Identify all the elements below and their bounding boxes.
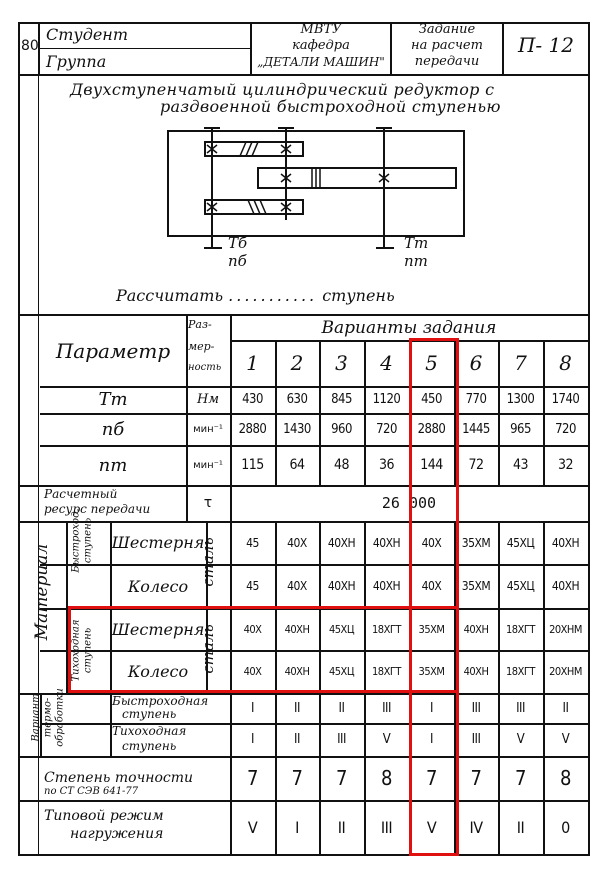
- fast-stage-label-l1: Быстроход.: [70, 508, 82, 573]
- heat-slow-l2: ступень: [122, 739, 177, 753]
- load-value: I: [295, 817, 299, 837]
- heat-fast-value: III: [516, 700, 525, 716]
- fast-pinion-material: 40Х: [287, 535, 307, 550]
- row-label-nb: nб: [101, 418, 125, 440]
- fast-wheel-material: 40ХН: [327, 579, 356, 593]
- material-label: Материал: [32, 543, 52, 641]
- heat-slow-value: V: [382, 732, 391, 747]
- fast-pinion-material: 40ХН: [551, 535, 580, 550]
- fast-pinion-material: 40ХН: [327, 535, 356, 550]
- accuracy-value: 8: [381, 766, 392, 790]
- slow-wheel-material: 45ХЦ: [328, 665, 355, 678]
- institution-line3: „ДЕТАЛИ МАШИН": [257, 55, 385, 69]
- slow-pinion-material: 40Х: [243, 622, 262, 636]
- variants-header: Варианты задания: [321, 318, 497, 338]
- tt-value: 430: [242, 392, 263, 407]
- load-value: II: [516, 817, 525, 837]
- slow-stage-label-l2: ступень: [82, 627, 94, 674]
- nt-value: 36: [378, 457, 395, 473]
- load-value: V: [247, 817, 258, 837]
- resource-unit: τ: [203, 495, 213, 511]
- variant-number-3: 3: [335, 351, 348, 375]
- highlight-slow-stage-rows: [68, 606, 459, 693]
- row-unit-nt: мин⁻¹: [193, 459, 223, 471]
- calc-dots: ...........: [228, 286, 318, 305]
- fast-gear-bottom: [205, 200, 303, 214]
- dim-header-l3: ность: [188, 362, 222, 373]
- accuracy-value: 8: [560, 766, 571, 790]
- label-speed-slow: nт: [404, 252, 428, 270]
- highlight-variant-column: [409, 338, 459, 856]
- fast-wheel-material: 45: [246, 579, 259, 593]
- title-line2: раздвоенной быстроходной ступенью: [160, 97, 501, 116]
- tt-value: 845: [331, 392, 352, 407]
- nb-value: 960: [331, 421, 352, 437]
- assignment-line3: передачи: [414, 54, 480, 69]
- calc-suffix: ступень: [322, 286, 395, 305]
- heat-slow-value: II: [294, 732, 300, 747]
- dim-header-l2: мер-: [188, 340, 215, 353]
- heat-slow-value: III: [471, 732, 481, 747]
- slow-wheel-material: 20ХНМ: [549, 665, 582, 678]
- slow-pinion-material: 40ХН: [463, 622, 489, 636]
- load-value: II: [337, 817, 346, 837]
- slow-wheel-label: Колесо: [127, 662, 189, 681]
- accuracy-value: 7: [291, 766, 303, 790]
- load-value: III: [380, 817, 393, 837]
- tt-value: 770: [465, 392, 487, 407]
- variant-number-2: 2: [290, 351, 304, 375]
- slow-pinion-material: 18ХГТ: [506, 622, 535, 636]
- calc-line: [116, 286, 395, 305]
- heat-fast-value: I: [430, 700, 433, 716]
- heat-fast-value: III: [471, 700, 481, 716]
- fast-pinion-material: 40ХН: [372, 535, 401, 550]
- heat-label-l1: Вариант: [30, 693, 42, 742]
- fast-wheel-material: 40Х: [421, 579, 442, 593]
- nt-value: 115: [241, 457, 264, 473]
- slow-wheel-material: 40Х: [243, 665, 262, 678]
- label-torque-fast: Тб: [228, 234, 248, 252]
- nt-value: 72: [468, 457, 484, 473]
- load-value: 0: [561, 817, 570, 837]
- fast-wheel-material: 40ХН: [372, 579, 401, 593]
- label-torque-slow: Тт: [404, 234, 429, 252]
- heat-fast-value: II: [562, 700, 569, 716]
- heat-fast-value: II: [294, 700, 300, 716]
- label-speed-fast: nб: [228, 252, 247, 270]
- fast-stage-label-l2: ступень: [82, 517, 94, 564]
- slow-pinion-material: 18ХГТ: [372, 622, 401, 636]
- nt-value: 48: [333, 457, 350, 473]
- heat-slow-value: I: [430, 732, 433, 747]
- steel-label-fast: сталь: [199, 537, 217, 587]
- resource-label-l2: ресурс передачи: [44, 502, 151, 516]
- row-label-tt: Тт: [98, 389, 128, 410]
- slow-wheel-material: 40ХН: [463, 665, 489, 678]
- nt-value: 144: [420, 457, 443, 473]
- heat-fast-value: III: [382, 700, 391, 716]
- slow-pinion-material: 40ХН: [284, 622, 310, 636]
- heat-slow-value: V: [561, 732, 570, 747]
- slow-wheel-material: 18ХГТ: [506, 665, 535, 678]
- accuracy-value: 7: [470, 766, 482, 790]
- fast-wheel-label: Колесо: [127, 576, 189, 596]
- accuracy-value: 7: [426, 766, 437, 790]
- fast-pinion-material: 45: [246, 535, 259, 550]
- accuracy-value: 7: [336, 766, 347, 790]
- tt-value: 1120: [372, 392, 401, 407]
- load-value: V: [426, 817, 437, 837]
- variant-number-4: 4: [380, 351, 393, 375]
- tt-value: 630: [286, 392, 308, 407]
- heat-fast-l1: Быстроходная: [112, 694, 209, 708]
- slow-wheel: [258, 168, 456, 188]
- heat-label-l3: обработки: [54, 688, 66, 747]
- assignment-line1: Задание: [418, 22, 476, 37]
- fast-gear-top: [205, 142, 303, 156]
- nb-value: 1445: [462, 421, 490, 437]
- calc-prefix: Рассчитать: [116, 286, 224, 305]
- fast-wheel-material: 35ХМ: [461, 579, 491, 593]
- group-label: Группа: [46, 52, 107, 71]
- nb-value: 2880: [238, 421, 267, 437]
- slow-wheel-material: 40ХН: [284, 665, 310, 678]
- fast-pinion-material: 35ХМ: [461, 535, 491, 550]
- fast-pinion-label: Шестерня: [111, 533, 205, 552]
- row-unit-nb: мин⁻¹: [193, 423, 223, 435]
- row-label-nt: nт: [98, 454, 128, 476]
- load-value: IV: [469, 817, 483, 837]
- variant-number-7: 7: [514, 351, 527, 375]
- assignment-line2: на расчет: [411, 38, 483, 53]
- institution-line2: кафедра: [292, 38, 350, 53]
- heat-fast-l2: ступень: [122, 707, 177, 721]
- tt-value: 450: [421, 392, 442, 407]
- accuracy-value: 7: [247, 766, 258, 790]
- heat-slow-l1: Тихоходная: [112, 724, 187, 738]
- resource-label-l1: Расчетный: [44, 487, 118, 501]
- slow-wheel-material: 35ХМ: [418, 665, 445, 678]
- tt-value: 1740: [551, 392, 580, 407]
- nt-value: 32: [557, 457, 574, 473]
- accuracy-label-l1: Степень точности: [44, 770, 194, 786]
- variant-number-6: 6: [469, 351, 483, 375]
- nb-value: 1430: [283, 421, 311, 437]
- heat-slow-value: III: [337, 732, 346, 747]
- dim-header-l1: Раз-: [188, 318, 212, 331]
- resource-value: 26 000: [381, 494, 437, 512]
- nb-value: 2880: [417, 421, 446, 437]
- tt-value: 1300: [506, 392, 535, 407]
- fast-pinion-material: 45ХЦ: [506, 535, 535, 550]
- fast-wheel-material: 45ХЦ: [506, 579, 535, 593]
- param-header: Параметр: [55, 339, 171, 363]
- heat-label-l2: термо-: [42, 697, 54, 738]
- nt-value: 43: [512, 457, 529, 473]
- heat-slow-value: I: [251, 732, 254, 747]
- load-label-l2: нагружения: [70, 826, 164, 842]
- heat-fast-value: II: [338, 700, 345, 716]
- slow-stage-label-l1: Тихоходная: [70, 619, 82, 682]
- slow-pinion-material: 35ХМ: [418, 622, 445, 636]
- nt-value: 64: [289, 457, 305, 473]
- assignment-code: П- 12: [517, 33, 574, 57]
- slow-pinion-material: 20ХНМ: [549, 622, 582, 636]
- slow-pinion-label: Шестерня: [111, 619, 205, 639]
- fast-wheel-material: 40ХН: [551, 579, 580, 593]
- heat-slow-value: V: [516, 732, 525, 747]
- nb-value: 720: [555, 421, 576, 437]
- accuracy-value: 7: [515, 766, 526, 790]
- variant-number-1: 1: [246, 351, 259, 375]
- heat-fast-value: I: [251, 700, 254, 716]
- page-number: 80: [21, 38, 39, 54]
- variant-number-8: 8: [559, 351, 572, 375]
- nb-value: 965: [510, 421, 531, 437]
- fast-wheel-material: 40Х: [287, 579, 307, 593]
- institution-line1: МВТУ: [300, 22, 342, 37]
- slow-pinion-material: 45ХЦ: [328, 622, 355, 636]
- load-label-l1: Типовой режим: [44, 808, 164, 824]
- slow-wheel-material: 18ХГТ: [372, 665, 401, 678]
- student-label: Студент: [46, 25, 129, 44]
- steel-label-slow: сталь: [199, 624, 217, 674]
- fast-pinion-material: 40Х: [421, 535, 442, 550]
- nb-value: 720: [376, 421, 397, 437]
- accuracy-label-l2: по СТ СЭВ 641-77: [44, 786, 139, 797]
- title-line1: Двухступенчатый цилиндрический редуктор с: [70, 80, 495, 99]
- variant-number-5: 5: [425, 351, 438, 375]
- row-unit-tt: Нм: [196, 392, 220, 407]
